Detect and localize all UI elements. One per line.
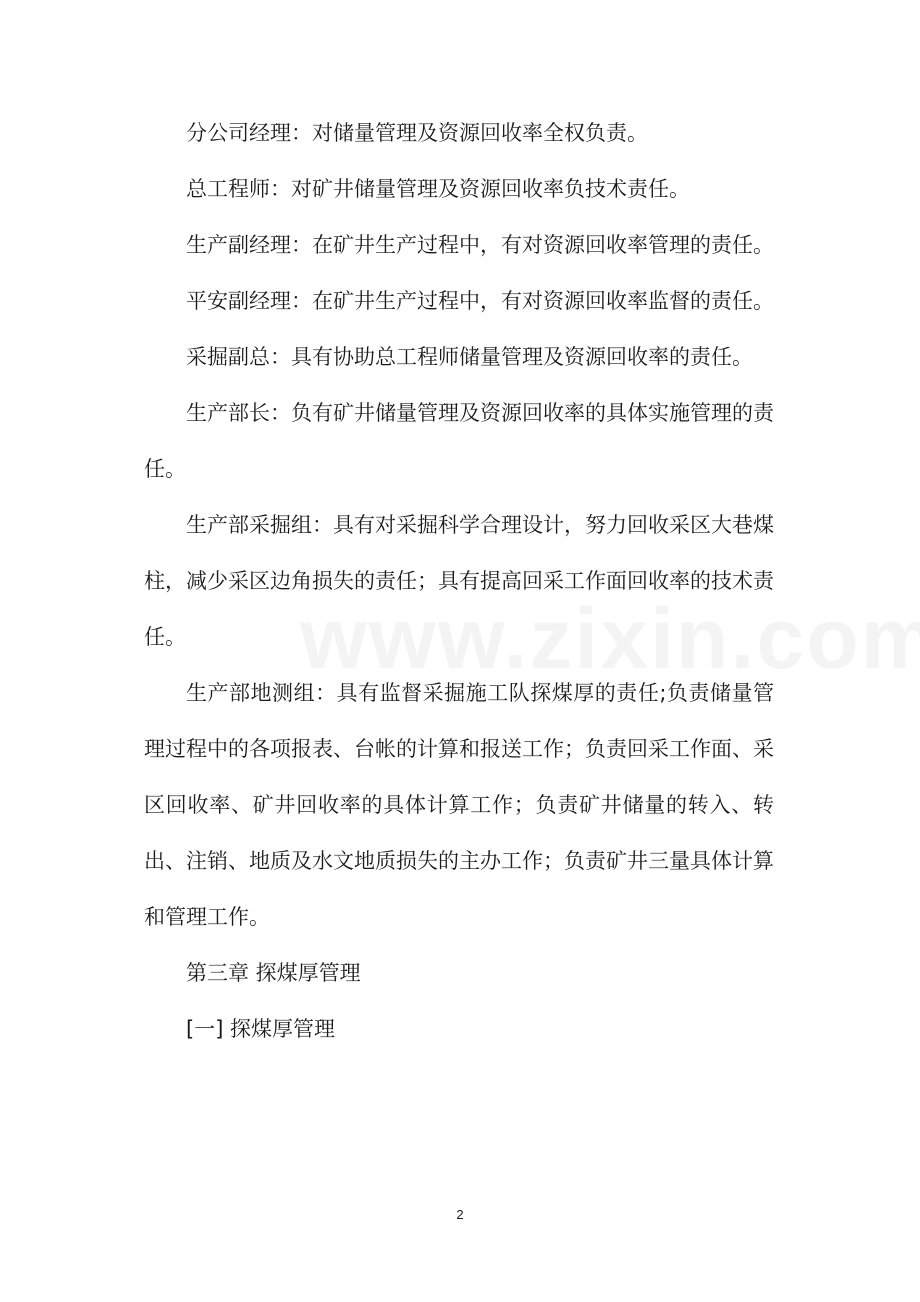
paragraph-production-head: 生产部长：负有矿井储量管理及资源回收率的具体实施管理的责任。 [144,401,774,481]
paragraph-chief-engineer: 总工程师：对矿井储量管理及资源回收率负技术责任。 [186,177,690,201]
paragraph-production-deputy: 生产副经理：在矿井生产过程中，有对资源回收率管理的责任。 [186,233,774,257]
paragraph-survey-group: 生产部地测组：具有监督采掘施工队探煤厚的责任;负责储量管理过程中的各项报表、台帐的计算和报送工作；负责回采工作面、采区回收率、矿井回收率的具体计算工作；负责矿井储量的转入、转出、注销、地质及水文地质损失的主办工作；负责矿井三量具体计算和管理工作。 [144,681,774,929]
paragraph-safety-deputy: 平安副经理：在矿井生产过程中，有对资源回收率监督的责任。 [186,289,774,313]
section-heading: [一] 探煤厚管理 [186,1017,336,1041]
paragraph-mining-group: 生产部采掘组：具有对采掘科学合理设计，努力回收采区大巷煤柱，减少采区边角损失的责任；具有提高回采工作面回收率的技术责任。 [144,513,774,649]
paragraph-branch-manager: 分公司经理：对储量管理及资源回收率全权负责。 [186,121,648,145]
paragraph-mining-deputy: 采掘副总：具有协助总工程师储量管理及资源回收率的责任。 [186,345,753,369]
page-number: 2 [456,1207,464,1222]
document-body [144,105,774,1057]
chapter-heading: 第三章 探煤厚管理 [186,961,361,985]
